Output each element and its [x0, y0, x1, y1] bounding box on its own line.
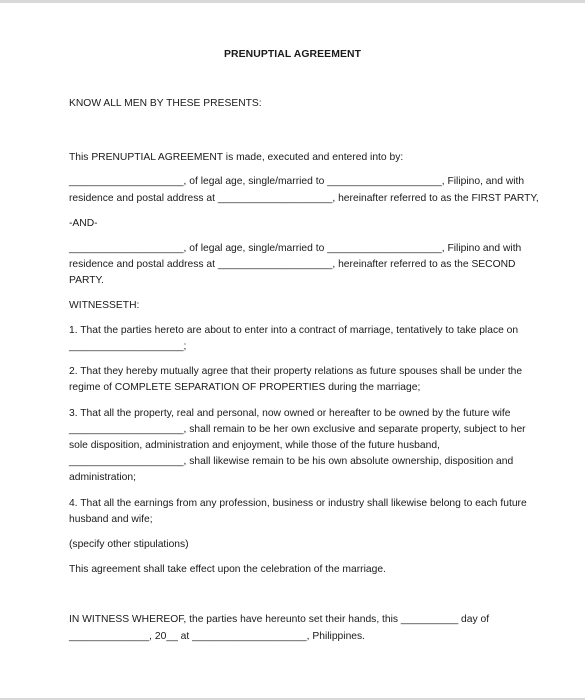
- second-party-line-2: residence and postal address at ____________________, hereinafter referred to as the SECOND: [69, 259, 516, 271]
- document-body: [69, 96, 539, 645]
- effectivity-clause: This agreement shall take effect upon the celebration of the marriage.: [69, 564, 386, 576]
- clause-1-line-2: ____________________;: [69, 341, 187, 353]
- clause-3-line-3: sole disposition, administration and enjoyment, while those of the future husband,: [69, 440, 440, 452]
- document-title: PRENUPTIAL AGREEMENT: [223, 49, 362, 60]
- first-party-line-1: ____________________, of legal age, single/married to ____________________, Filipino, and with: [69, 176, 525, 188]
- clause-3-line-4: ____________________, shall likewise remain to be his own absolute ownership, disposition and: [69, 456, 514, 468]
- second-party-line-3: PARTY.: [69, 275, 104, 287]
- and-separator: -AND-: [69, 217, 98, 229]
- clause-1-line-1: 1. That the parties hereto are about to enter into a contract of marriage, tentatively to take place on: [69, 324, 519, 336]
- witnesseth-heading: WITNESSETH:: [69, 299, 140, 311]
- salutation: KNOW ALL MEN BY THESE PRESENTS:: [69, 98, 262, 109]
- witness-line-1: IN WITNESS WHEREOF, the parties have hereunto set their hands, this __________ day of: [69, 614, 490, 626]
- clause-3-line-5: administration;: [69, 472, 136, 484]
- clause-2-line-1: 2. That they hereby mutually agree that their property relations as future spouses shall be under the: [69, 366, 523, 378]
- clause-3-line-1: 3. That all the property, real and personal, now owned or hereafter to be owned by the future wife: [69, 407, 511, 419]
- clause-4-line-1: 4. That all the earnings from any profession, business or industry shall likewise belong to each future: [69, 497, 527, 509]
- clause-2-line-2: regime of COMPLETE SEPARATION OF PROPERTIES during the marriage;: [69, 382, 421, 394]
- clause-3-line-2: ____________________, shall remain to be her own exclusive and separate property, subject to her: [69, 423, 526, 435]
- other-stipulations: (specify other stipulations): [69, 539, 189, 551]
- second-party-line-1: ____________________, of legal age, single/married to ____________________, Filipino and with: [69, 243, 522, 255]
- intro-paragraph: This PRENUPTIAL AGREEMENT is made, executed and entered into by:: [69, 152, 404, 164]
- first-party-line-2: residence and postal address at ____________________, hereinafter referred to as the FIRST PARTY,: [69, 192, 539, 204]
- clause-4-line-2: husband and wife;: [69, 513, 153, 525]
- witness-line-2: ______________, 20__ at ____________________, Philippines.: [69, 630, 366, 642]
